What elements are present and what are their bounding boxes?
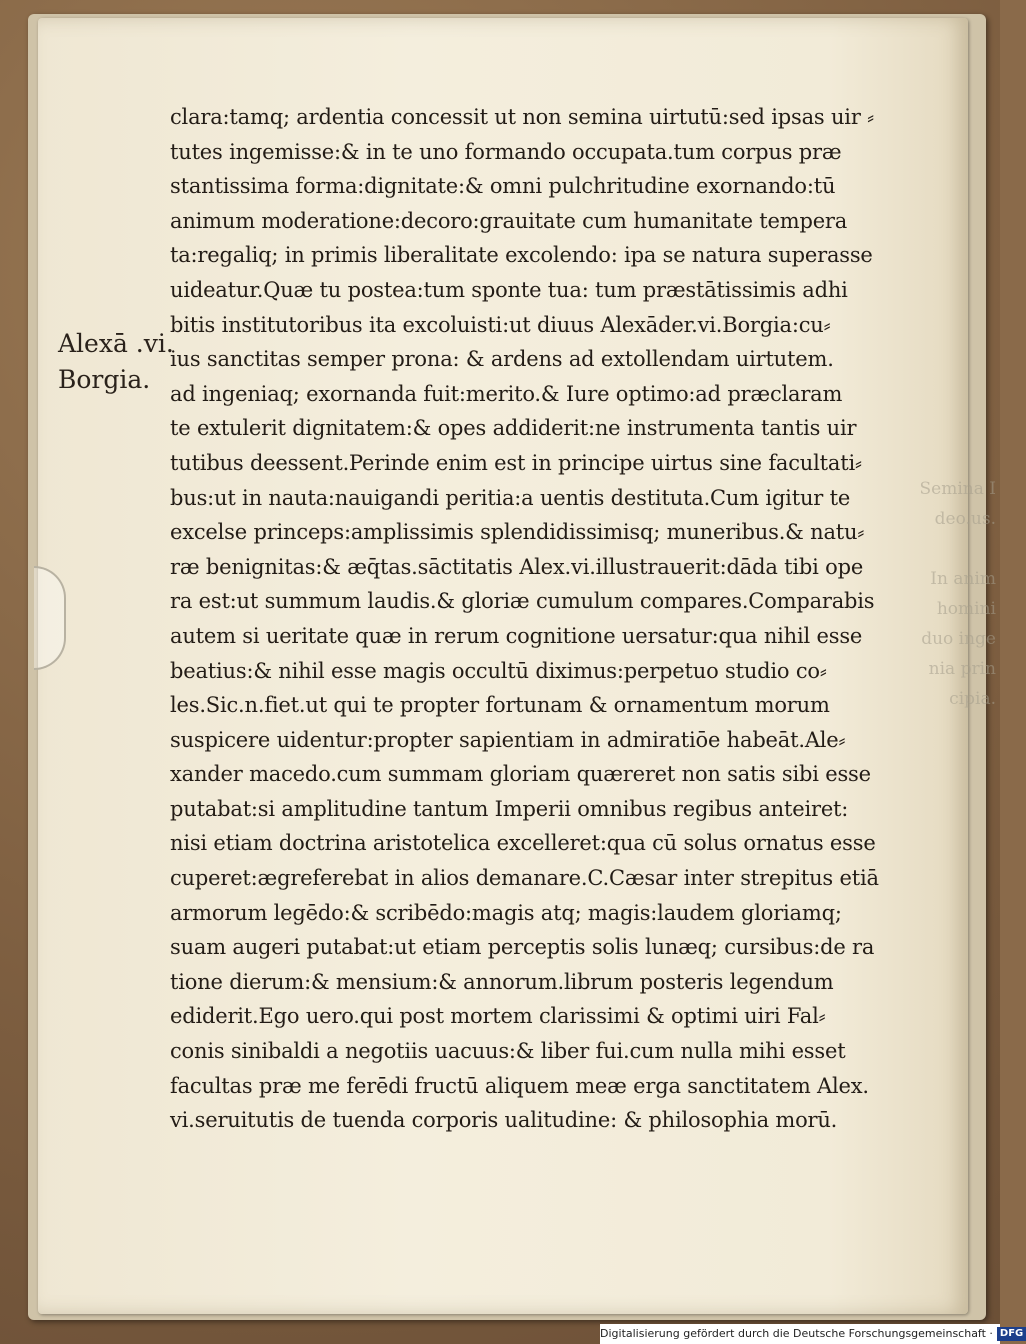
text-line: xander macedo.cum summam gloriam quæreret non satis sibi esse bbox=[170, 762, 871, 787]
ghost-line: cipia. bbox=[949, 689, 996, 709]
text-line: suam augeri putabat:ut etiam perceptis solis lunæq; cursibus:de ra bbox=[170, 935, 875, 960]
text-line: excelse princeps:amplissimis splendidissimisq; muneribus.& natu⸗ bbox=[170, 520, 865, 545]
text-line: suspicere uidentur:propter sapientiam in admiratiōe habeāt.Ale⸗ bbox=[170, 727, 846, 752]
text-line: uideatur.Quæ tu postea:tum sponte tua: tum præstātissimis adhi bbox=[170, 277, 848, 302]
margin-note bbox=[58, 326, 174, 398]
ghost-line: duo inge bbox=[921, 629, 996, 649]
text-line: nisi etiam doctrina aristotelica excelleret:qua cū solus ornatus esse bbox=[170, 831, 876, 856]
text-line: armorum legēdo:& scribēdo:magis atq; magis:laudem gloriamq; bbox=[170, 900, 842, 925]
ghost-line: In anim bbox=[930, 569, 996, 589]
text-line: ræ benignitas:& æq̄tas.sāctitatis Alex.vi.illustrauerit:dāda tibi ope bbox=[170, 554, 864, 579]
text-line: conis sinibaldi a negotiis uacuus:& liber fui.cum nulla mihi esset bbox=[170, 1039, 846, 1064]
dfg-logo-icon: DFG bbox=[997, 1327, 1026, 1341]
text-line: stantissima forma:dignitate:& omni pulchritudine exornando:tū bbox=[170, 174, 836, 199]
ghost-line: nia prin bbox=[928, 659, 996, 679]
text-line: les.Sic.n.fiet.ut qui te propter fortunam & ornamentum morum bbox=[170, 693, 830, 718]
text-line: bitis institutoribus ita excoluisti:ut diuus Alexāder.vi.Borgia:cu⸗ bbox=[170, 312, 831, 337]
text-line: beatius:& nihil esse magis occultū diximus:perpetuo studio co⸗ bbox=[170, 658, 827, 683]
text-line: animum moderatione:decoro:grauitate cum humanitate tempera bbox=[170, 208, 848, 233]
text-line: facultas præ me ferēdi fructū aliquem meæ erga sanctitatem Alex. bbox=[170, 1073, 869, 1098]
ghost-line: homini bbox=[936, 599, 996, 619]
ghost-line: deo.us. bbox=[934, 509, 996, 529]
text-line: ediderit.Ego uero.qui post mortem clarissimi & optimi uiri Fal⸗ bbox=[170, 1004, 826, 1029]
credit-text: Digitalisierung gefördert durch die Deutsche Forschungsgemeinschaft · bbox=[600, 1327, 993, 1340]
text-line: ra est:ut summum laudis.& gloriæ cumulum compares.Comparabis bbox=[170, 589, 875, 614]
ghost-line: Semina I bbox=[919, 479, 996, 499]
text-line: bus:ut in nauta:nauigandi peritia:a uentis destituta.Cum igitur te bbox=[170, 485, 851, 510]
text-line: putabat:si amplitudine tantum Imperii omnibus regibus anteiret: bbox=[170, 796, 849, 821]
text-line: te extulerit dignitatem:& opes addiderit:ne instrumenta tantis uir bbox=[170, 416, 857, 441]
main-text bbox=[170, 100, 914, 1138]
digitization-credit bbox=[600, 1324, 1024, 1344]
text-line: vi.seruitutis de tuenda corporis ualitudine: & philosophia morū. bbox=[170, 1108, 838, 1133]
margin-note-line: Alexā .vi. bbox=[58, 329, 174, 358]
text-line: cuperet:ægreferebat in alios demanare.C.Cæsar inter strepitus etiā bbox=[170, 866, 879, 891]
text-line: ad ingeniaq; exornanda fuit:merito.& Iure optimo:ad præclaram bbox=[170, 381, 843, 406]
text-line: ius sanctitas semper prona: & ardens ad extollendam uirtutem. bbox=[170, 347, 834, 372]
text-line: ta:regaliq; in primis liberalitate excolendo: ipa se natura superasse bbox=[170, 243, 873, 268]
page-clip bbox=[34, 566, 66, 670]
text-line: clara:tamq; ardentia concessit ut non semina uirtutū:sed ipsas uir ⸗ bbox=[170, 105, 874, 129]
text-line: tutes ingemisse:& in te uno formando occupata.tum corpus præ bbox=[170, 139, 842, 164]
text-line: autem si ueritate quæ in rerum cognitione uersatur:qua nihil esse bbox=[170, 623, 863, 648]
margin-note-line: Borgia. bbox=[58, 365, 151, 394]
text-line: tione dierum:& mensium:& annorum.librum posteris legendum bbox=[170, 969, 834, 994]
text-line: tutibus deessent.Perinde enim est in principe uirtus sine facultati⸗ bbox=[170, 450, 862, 475]
